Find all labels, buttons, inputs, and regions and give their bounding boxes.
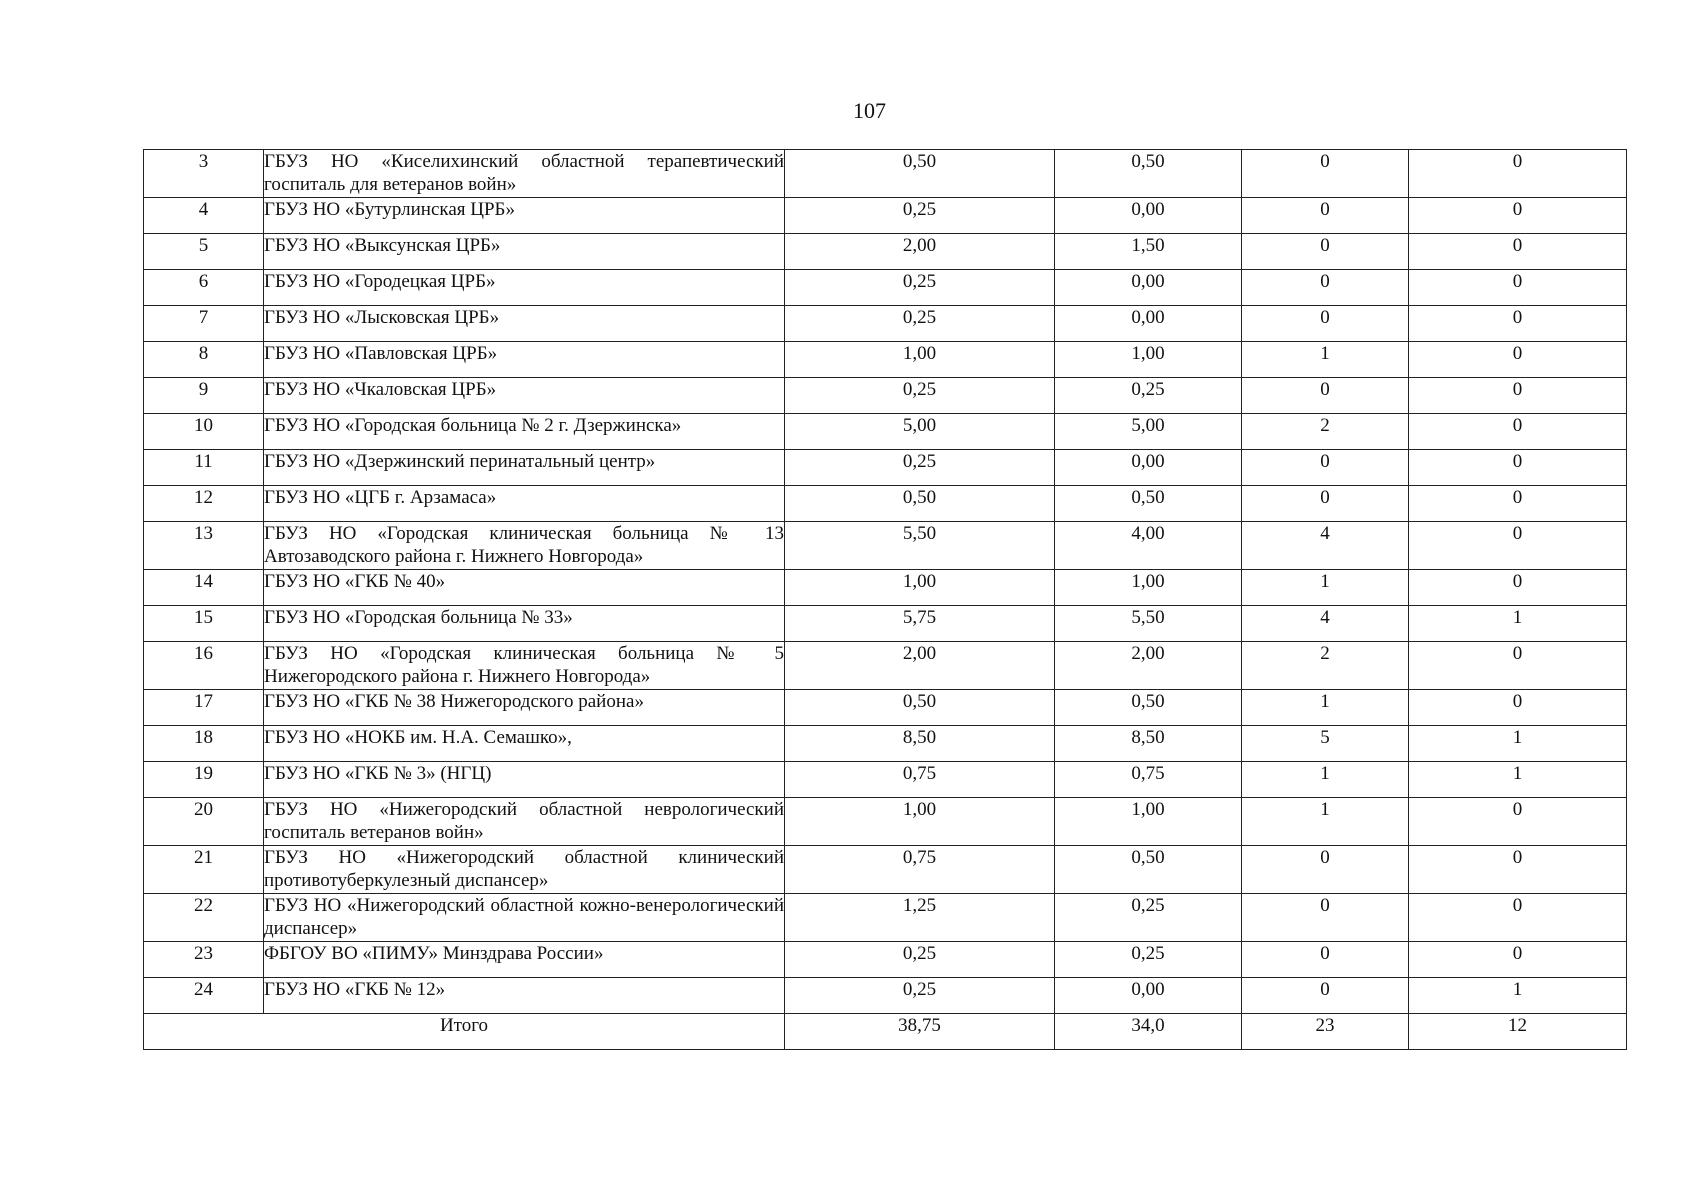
value-4: 0 xyxy=(1409,570,1627,606)
value-1: 5,75 xyxy=(785,606,1055,642)
table-row xyxy=(144,570,1627,606)
value-2: 4,00 xyxy=(1055,522,1242,570)
value-3: 5 xyxy=(1242,726,1409,762)
institution-name: ГБУЗ НО «Нижегородский областной неврологический госпиталь ветеранов войн» xyxy=(264,798,785,846)
value-4: 0 xyxy=(1409,306,1627,342)
value-4: 1 xyxy=(1409,726,1627,762)
row-number: 9 xyxy=(144,378,264,414)
row-number: 13 xyxy=(144,522,264,570)
row-number: 18 xyxy=(144,726,264,762)
value-3: 0 xyxy=(1242,234,1409,270)
total-value-1: 38,75 xyxy=(785,1014,1055,1050)
institution-name: ГБУЗ НО «ГКБ № 12» xyxy=(264,978,785,1014)
value-2: 0,25 xyxy=(1055,378,1242,414)
row-number: 21 xyxy=(144,846,264,894)
value-3: 1 xyxy=(1242,798,1409,846)
row-number: 19 xyxy=(144,762,264,798)
value-2: 8,50 xyxy=(1055,726,1242,762)
institution-name: ГБУЗ НО «Городская больница № 2 г. Дзержинска» xyxy=(264,414,785,450)
value-2: 1,00 xyxy=(1055,570,1242,606)
institution-name: ГБУЗ НО «ЦГБ г. Арзамаса» xyxy=(264,486,785,522)
value-1: 0,50 xyxy=(785,486,1055,522)
value-1: 1,00 xyxy=(785,342,1055,378)
value-1: 8,50 xyxy=(785,726,1055,762)
table-row xyxy=(144,690,1627,726)
value-4: 0 xyxy=(1409,846,1627,894)
row-number: 11 xyxy=(144,450,264,486)
value-4: 0 xyxy=(1409,414,1627,450)
value-2: 1,50 xyxy=(1055,234,1242,270)
value-2: 0,25 xyxy=(1055,894,1242,942)
value-1: 2,00 xyxy=(785,234,1055,270)
value-2: 0,00 xyxy=(1055,450,1242,486)
value-4: 0 xyxy=(1409,522,1627,570)
value-1: 0,25 xyxy=(785,378,1055,414)
value-4: 1 xyxy=(1409,606,1627,642)
institution-name: ГБУЗ НО «Городская клиническая больница № 5 Нижегородского района г. Нижнего Новгорода» xyxy=(264,642,785,690)
value-1: 0,25 xyxy=(785,270,1055,306)
value-1: 0,75 xyxy=(785,846,1055,894)
value-1: 2,00 xyxy=(785,642,1055,690)
institution-name: ГБУЗ НО «Павловская ЦРБ» xyxy=(264,342,785,378)
value-3: 0 xyxy=(1242,894,1409,942)
institution-name: ГБУЗ НО «Нижегородский областной кожно-венерологический диспансер» xyxy=(264,894,785,942)
value-2: 0,50 xyxy=(1055,150,1242,198)
value-4: 0 xyxy=(1409,690,1627,726)
row-number: 24 xyxy=(144,978,264,1014)
institution-name: ГБУЗ НО «Выксунская ЦРБ» xyxy=(264,234,785,270)
value-1: 5,00 xyxy=(785,414,1055,450)
table-row xyxy=(144,378,1627,414)
row-number: 23 xyxy=(144,942,264,978)
value-3: 2 xyxy=(1242,414,1409,450)
row-number: 3 xyxy=(144,150,264,198)
value-3: 0 xyxy=(1242,942,1409,978)
value-1: 0,50 xyxy=(785,150,1055,198)
total-row xyxy=(144,1014,1627,1050)
value-3: 1 xyxy=(1242,690,1409,726)
table-row xyxy=(144,150,1627,198)
institution-name: ГБУЗ НО «Городская клиническая больница № 13 Автозаводского района г. Нижнего Новгорода» xyxy=(264,522,785,570)
table-row xyxy=(144,762,1627,798)
value-2: 0,50 xyxy=(1055,690,1242,726)
value-2: 0,50 xyxy=(1055,486,1242,522)
institution-name: ГБУЗ НО «Дзержинский перинатальный центр» xyxy=(264,450,785,486)
value-3: 0 xyxy=(1242,306,1409,342)
value-1: 1,25 xyxy=(785,894,1055,942)
value-3: 0 xyxy=(1242,450,1409,486)
value-4: 1 xyxy=(1409,762,1627,798)
value-4: 0 xyxy=(1409,798,1627,846)
table-row xyxy=(144,606,1627,642)
table-row xyxy=(144,198,1627,234)
institution-name: ГБУЗ НО «Бутурлинская ЦРБ» xyxy=(264,198,785,234)
value-2: 0,00 xyxy=(1055,198,1242,234)
value-3: 0 xyxy=(1242,978,1409,1014)
institution-name: ФБГОУ ВО «ПИМУ» Минздрава России» xyxy=(264,942,785,978)
table-row xyxy=(144,306,1627,342)
institution-name: ГБУЗ НО «ГКБ № 38 Нижегородского района» xyxy=(264,690,785,726)
value-4: 0 xyxy=(1409,486,1627,522)
value-3: 1 xyxy=(1242,342,1409,378)
value-4: 0 xyxy=(1409,342,1627,378)
page-number: 107 xyxy=(853,98,886,123)
value-2: 0,25 xyxy=(1055,942,1242,978)
institution-name: ГБУЗ НО «Нижегородский областной клинический противотуберкулезный диспансер» xyxy=(264,846,785,894)
value-3: 0 xyxy=(1242,846,1409,894)
row-number: 15 xyxy=(144,606,264,642)
row-number: 16 xyxy=(144,642,264,690)
value-4: 0 xyxy=(1409,942,1627,978)
value-4: 0 xyxy=(1409,198,1627,234)
value-2: 0,00 xyxy=(1055,270,1242,306)
value-3: 4 xyxy=(1242,522,1409,570)
total-value-4: 12 xyxy=(1409,1014,1627,1050)
value-3: 0 xyxy=(1242,486,1409,522)
value-2: 5,50 xyxy=(1055,606,1242,642)
value-1: 0,75 xyxy=(785,762,1055,798)
data-table xyxy=(143,149,1627,1050)
value-4: 0 xyxy=(1409,378,1627,414)
value-4: 0 xyxy=(1409,150,1627,198)
institution-name: ГБУЗ НО «Городская больница № 33» xyxy=(264,606,785,642)
value-2: 0,00 xyxy=(1055,306,1242,342)
value-1: 0,25 xyxy=(785,450,1055,486)
table-row xyxy=(144,894,1627,942)
value-4: 0 xyxy=(1409,894,1627,942)
value-1: 1,00 xyxy=(785,798,1055,846)
table-row xyxy=(144,942,1627,978)
row-number: 6 xyxy=(144,270,264,306)
table-row xyxy=(144,522,1627,570)
value-3: 4 xyxy=(1242,606,1409,642)
institution-name: ГБУЗ НО «Городецкая ЦРБ» xyxy=(264,270,785,306)
row-number: 14 xyxy=(144,570,264,606)
value-1: 0,50 xyxy=(785,690,1055,726)
value-1: 0,25 xyxy=(785,978,1055,1014)
value-3: 0 xyxy=(1242,270,1409,306)
value-4: 0 xyxy=(1409,234,1627,270)
total-value-3: 23 xyxy=(1242,1014,1409,1050)
value-1: 0,25 xyxy=(785,942,1055,978)
institution-name: ГБУЗ НО «Чкаловская ЦРБ» xyxy=(264,378,785,414)
institution-name: ГБУЗ НО «ГКБ № 40» xyxy=(264,570,785,606)
value-1: 0,25 xyxy=(785,306,1055,342)
value-2: 2,00 xyxy=(1055,642,1242,690)
total-value-2: 34,0 xyxy=(1055,1014,1242,1050)
table-row xyxy=(144,846,1627,894)
row-number: 8 xyxy=(144,342,264,378)
value-1: 5,50 xyxy=(785,522,1055,570)
table-row xyxy=(144,450,1627,486)
value-3: 1 xyxy=(1242,570,1409,606)
institution-name: ГБУЗ НО «Лысковская ЦРБ» xyxy=(264,306,785,342)
institution-name: ГБУЗ НО «ГКБ № 3» (НГЦ) xyxy=(264,762,785,798)
table-row xyxy=(144,342,1627,378)
institution-name: ГБУЗ НО «Киселихинский областной терапевтический госпиталь для ветеранов войн» xyxy=(264,150,785,198)
value-3: 0 xyxy=(1242,198,1409,234)
value-2: 0,75 xyxy=(1055,762,1242,798)
value-2: 0,50 xyxy=(1055,846,1242,894)
value-1: 1,00 xyxy=(785,570,1055,606)
row-number: 10 xyxy=(144,414,264,450)
table-row xyxy=(144,234,1627,270)
table-row xyxy=(144,486,1627,522)
value-4: 1 xyxy=(1409,978,1627,1014)
value-4: 0 xyxy=(1409,450,1627,486)
row-number: 20 xyxy=(144,798,264,846)
value-1: 0,25 xyxy=(785,198,1055,234)
value-2: 1,00 xyxy=(1055,798,1242,846)
row-number: 12 xyxy=(144,486,264,522)
value-2: 1,00 xyxy=(1055,342,1242,378)
table-row xyxy=(144,798,1627,846)
total-label: Итого xyxy=(144,1014,785,1050)
row-number: 4 xyxy=(144,198,264,234)
table-row xyxy=(144,726,1627,762)
value-3: 0 xyxy=(1242,378,1409,414)
table-row xyxy=(144,414,1627,450)
table-row xyxy=(144,642,1627,690)
table-row xyxy=(144,270,1627,306)
value-4: 0 xyxy=(1409,642,1627,690)
value-3: 1 xyxy=(1242,762,1409,798)
institution-name: ГБУЗ НО «НОКБ им. Н.А. Семашко», xyxy=(264,726,785,762)
value-2: 5,00 xyxy=(1055,414,1242,450)
table-body xyxy=(144,150,1627,1014)
value-3: 0 xyxy=(1242,150,1409,198)
table-row xyxy=(144,978,1627,1014)
row-number: 22 xyxy=(144,894,264,942)
value-2: 0,00 xyxy=(1055,978,1242,1014)
value-3: 2 xyxy=(1242,642,1409,690)
value-4: 0 xyxy=(1409,270,1627,306)
row-number: 5 xyxy=(144,234,264,270)
row-number: 17 xyxy=(144,690,264,726)
row-number: 7 xyxy=(144,306,264,342)
